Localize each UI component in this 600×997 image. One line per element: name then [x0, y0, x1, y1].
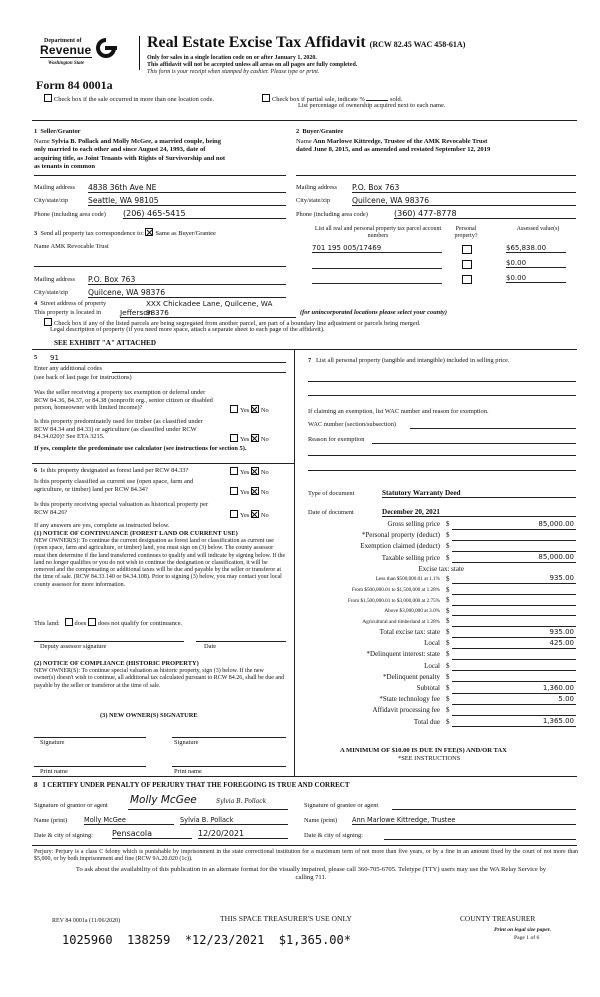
tax-row-line — [452, 715, 576, 716]
seller-mailing-label: Mailing address — [34, 184, 75, 191]
buyer-phone-field[interactable]: (360) 477-8778 — [394, 209, 576, 219]
doc-type-label: Type of document — [308, 490, 355, 497]
doc-type-field[interactable]: Statutory Warranty Deed — [382, 489, 576, 498]
section3-mailing-field[interactable]: P.O. Box 763 — [88, 275, 286, 285]
tax-row-line — [452, 659, 576, 660]
tax-row-label: Gross selling price — [387, 520, 440, 528]
seller-name-line3: acquiring title, as Joint Tenants with Rights of Survivorship and not — [34, 154, 226, 162]
header-note2: This affidavit will not be accepted unless all areas on all pages are fully completed. — [147, 62, 358, 68]
partial-sale-checkbox[interactable] — [262, 94, 270, 102]
tax-row-line — [452, 693, 576, 694]
buyer-city-label: City/state/zip — [296, 197, 331, 204]
tax-row-amount[interactable]: 425.00 — [549, 638, 574, 647]
section6-q1-answer: Yes No — [230, 467, 269, 477]
tax-row-label: From $500,000.01 to $1,500,000 at 1.28% — [351, 587, 440, 594]
grantor-name-field-1[interactable]: Molly McGee — [84, 816, 174, 825]
doc-date-label: Date of document — [308, 509, 354, 516]
tax-row-amount[interactable]: 1,360.00 — [542, 683, 574, 692]
section-rule-footer — [32, 845, 577, 846]
grantor-name-field-2[interactable]: Sylvia B. Pollack — [180, 816, 288, 825]
tax-row-amount[interactable]: 935.00 — [549, 627, 574, 636]
dollar-sign: $ — [446, 617, 450, 626]
partial-sale-label: Check box if partial sale, indicate % — [272, 96, 365, 103]
header-note3: This form is your receipt when stamped by cashier. Please type or print. — [147, 69, 320, 75]
section4-address-row: 4 Street address of property — [34, 300, 107, 307]
buyer-phone-label: Phone (including area code) — [296, 211, 368, 218]
tax-row-label: Subtotal — [416, 684, 440, 693]
seller-phone-field[interactable]: (206) 465-5415 — [123, 209, 286, 219]
signature-sylvia: Sylvia B. Pollack — [216, 798, 267, 805]
tax-row-label: *Delinquent interest: state — [366, 650, 440, 659]
grantor-city-field[interactable]: Pensacola — [112, 829, 192, 839]
section6-q2: Is this property classified as current use (open space, farm and agriculture, or timber) land per RCW 84.34? — [34, 478, 194, 493]
tax-row-amount[interactable]: 5.00 — [558, 694, 574, 703]
s6q1-yes-checkbox[interactable] — [230, 467, 238, 475]
seller-name-line1: Name Sylvia B. Pollack and Molly McGee, a married couple, being — [34, 138, 222, 145]
signature-molly: Molly McGee — [130, 794, 197, 806]
grantor-date-field[interactable]: 12/20/2021 — [198, 829, 288, 839]
dollar-sign: $ — [446, 695, 450, 704]
section-rule-6 — [32, 463, 294, 464]
print-name-label-2: Print name — [174, 768, 202, 775]
dollar-sign: $ — [446, 553, 450, 562]
dept-line2-underline — [40, 57, 92, 58]
tax-row-line — [452, 562, 576, 563]
section7-rule-2 — [308, 395, 576, 396]
parcel-number-field[interactable]: 701 195 005/17469 — [312, 244, 442, 253]
perjury-notice: Perjury: Perjury is a class C felony which is punishable by imprisonment in the state correctional institution for a maximum term of not more than five years, or by a fine in an amount fixed by the court of not more than $5,000, or by both imprisonment and fine (RCW 9A.20.020 (1c)). — [34, 849, 578, 863]
print-legal: Print on legal size paper. — [494, 927, 552, 933]
seller-city-field[interactable]: Seattle, WA 98105 — [88, 196, 286, 206]
tax-row-line — [452, 648, 576, 649]
tax-row-line — [452, 726, 576, 727]
minimum-due-note: A MINIMUM OF $10.00 IS DUE IN FEE(S) AND/OR TAX — [340, 747, 507, 754]
buyer-mailing-field[interactable]: P.O. Box 763 — [352, 183, 576, 193]
tax-row-label: Exemption claimed (deduct) — [360, 542, 440, 551]
form-title — [147, 34, 465, 52]
section5-q1-answer: Yes No — [230, 405, 269, 415]
parcel-value-field[interactable]: $0.00 — [506, 259, 566, 268]
continuance-heading: (1) NOTICE OF CONTINUANCE (FOREST LAND OR CURRENT USE) — [34, 530, 238, 537]
section3-name-label: Name — [34, 243, 50, 250]
new-owner-sig-heading: (3) NEW OWNER(S) SIGNATURE — [100, 712, 198, 719]
owner-print-line-2 — [172, 766, 286, 767]
deputy-sig-line — [34, 641, 184, 642]
reason-rule-2 — [308, 455, 576, 456]
county-field[interactable]: Jefferson — [120, 308, 290, 318]
dept-line1: Department of — [44, 38, 82, 44]
deputy-date-label: Date — [204, 643, 217, 650]
exemption-note: If claiming an exemption, list WAC number and reason for exemption. — [308, 408, 489, 415]
column-divider — [294, 349, 295, 776]
parcel-value-field[interactable]: $65,838.00 — [506, 244, 566, 253]
tax-row-label: *Delinquent penalty — [383, 672, 440, 681]
parcel-row — [312, 274, 576, 286]
parcel-col-number: List all real and personal property tax parcel account numbers — [314, 226, 442, 239]
s6q3-yes-checkbox[interactable] — [230, 510, 238, 518]
street-address-field[interactable]: XXX Chickadee Lane, Quilcene, WA 98376 — [146, 299, 296, 318]
owner-sig-line-2 — [172, 737, 286, 738]
grantee-name-field[interactable]: Ann Marlowe Kittredge, Trustee — [352, 816, 576, 825]
this-land-row: This land: does does not qualify for continuance. — [34, 620, 183, 627]
tax-row-line — [452, 605, 576, 606]
rev-number: REV 84 0001a (11/06/2020) — [52, 918, 121, 924]
reason-label: Reason for exemption — [308, 436, 365, 443]
reason-field[interactable] — [372, 436, 576, 444]
parcel-row — [312, 244, 576, 256]
tax-row-label: Agricultural and timberland at 1.28% — [362, 618, 440, 625]
segregated-label: Check box if any of the listed parcels are being segregated from another parcel, are part of a boundary line adjustment or parcels being merged. — [54, 320, 421, 327]
section5-code-field[interactable]: 91 — [50, 354, 286, 363]
s6q2-yes-checkbox[interactable] — [230, 487, 238, 495]
section-rule-5 — [32, 349, 577, 350]
q2-no-checkbox[interactable] — [251, 434, 259, 442]
tax-row-amount[interactable]: 85,000.00 — [538, 519, 574, 528]
treasurer-use-only: THIS SPACE TREASURER'S USE ONLY — [220, 914, 352, 923]
q1-yes-checkbox[interactable] — [230, 405, 238, 413]
tax-row-label: Less than $500,000.01 at 1.1% — [375, 576, 440, 583]
tax-row-line — [452, 637, 576, 638]
dept-line3: Washington State — [48, 61, 85, 66]
wac-field[interactable] — [410, 421, 576, 429]
section7-rule-1 — [308, 381, 576, 382]
buyer-city-field[interactable]: Quilcene, WA 98376 — [352, 196, 576, 206]
tax-row-label: Taxable selling price — [381, 553, 440, 562]
section5-complete-note: If yes, complete the predominate use calculator (see instructions for section 5). — [34, 445, 247, 452]
section-rule-8 — [32, 776, 577, 777]
section3-row: 3 Send all property tax correspondence to: Same as Buyer/Grantee — [34, 230, 216, 237]
dollar-sign: $ — [446, 706, 450, 715]
owner-sig-line-1 — [34, 737, 146, 738]
parcel-col-assessed: Assessed value(s) — [516, 226, 560, 232]
same-as-buyer-checkbox[interactable] — [145, 228, 153, 236]
parcel-col-personal: Personal property? — [454, 226, 478, 239]
buyer-mailing-label: Mailing address — [296, 184, 337, 191]
multi-location-row — [44, 94, 214, 104]
unincorporated-note: (for unincorporated locations please select your county) — [300, 309, 447, 316]
continuance-text: NEW OWNER(S): To continue the current designation as forest land or classification as current use (open space, farm and agriculture, or timber) land, you must sign on (3) below. The county assessor must then determine if the land transferred continues to qualify and will indicate by signing below. If the land no longer qualifies or you do not wish to continue the designation or classification, it will be removed and the compensating or additional taxes will be due and payable by the seller or transferor at the time of sale. (RCW 84.33.140 or 84.34.108). Prior to signing (3) below, you may contact your local county assessor for more information. — [34, 538, 286, 588]
county-treasurer: COUNTY TREASURER — [460, 914, 536, 923]
sig-grantor-field[interactable] — [128, 796, 288, 810]
tax-row-line — [452, 594, 576, 595]
seller-name-line4: as tenants in common — [34, 163, 95, 171]
tax-row-label: Affidavit processing fee — [372, 706, 440, 715]
grantor-name-label: Name (print) — [34, 817, 68, 824]
seller-name-block — [34, 138, 284, 172]
wac-label: WAC number (section/subsection) — [308, 421, 397, 428]
tax-row-line — [452, 540, 576, 541]
section3-city-label: City/state/zip — [34, 289, 69, 296]
reason-rule-3 — [308, 470, 576, 471]
tax-row-amount[interactable]: 1,365.00 — [542, 717, 574, 726]
buyer-name-block — [296, 138, 581, 155]
s6q1-no-checkbox[interactable] — [251, 467, 259, 475]
this-land-label: This land: — [34, 620, 60, 627]
historic-heading: (2) NOTICE OF COMPLIANCE (HISTORIC PROPERTY) — [34, 660, 199, 667]
same-as-buyer-label: Same as Buyer/Grantee — [155, 230, 216, 237]
section3-name-value[interactable]: AMK Revocable Trust — [50, 243, 109, 250]
section5-q1: Was the seller receiving a property tax exemption or deferral under RCW 84.36, 84.37, or 84.38 (nonprofit org., senior citizen or disabled person, homeowner with limited income)? — [34, 389, 213, 412]
parcel-personal-checkbox[interactable] — [462, 275, 472, 284]
tax-row-label: Above $3,000,000 at 3.0% — [384, 608, 440, 615]
buyer-heading: 2 Buyer/Grantee — [296, 128, 344, 135]
located-label: This property is located in — [34, 309, 102, 316]
header-divider — [139, 36, 140, 70]
tax-row-label: Local — [424, 661, 440, 670]
buyer-name-line2: dated June 8, 2015, and as amended and restated September 12, 2019 — [296, 146, 491, 154]
grantee-name-label: Name (print) — [304, 817, 338, 824]
see-instructions-note: *SEE INSTRUCTIONS — [398, 755, 461, 762]
does-checkbox[interactable] — [65, 618, 73, 626]
see-back-note: (see back of last page for instructions) — [34, 374, 132, 381]
dollar-sign: $ — [446, 672, 450, 681]
owner-print-line-1 — [34, 766, 146, 767]
certify-heading: 8 I CERTIFY UNDER PENALTY OF PERJURY THAT THE FOREGOING IS TRUE AND CORRECT — [34, 781, 350, 789]
dor-seal-icon — [94, 37, 118, 59]
tax-row-line — [452, 551, 576, 552]
historic-text: NEW OWNER(S): To continue special valuation as historic property, sign (3) below. If the new owner(s) doesn't wish to continue, all additional tax calculated pursuant to RCW 84.26, shall be due and payable by the seller or transferor at the time of sale. — [34, 668, 285, 689]
tax-row-line — [452, 529, 576, 530]
parcel-row — [312, 259, 576, 271]
tax-row-line — [452, 583, 576, 584]
section6-q3-answer: Yes No — [230, 510, 269, 520]
additional-codes-field[interactable] — [112, 365, 286, 373]
signature-label-1: Signature — [40, 739, 65, 746]
s6q2-no-checkbox[interactable] — [251, 487, 259, 495]
section3-name-rule — [34, 266, 286, 267]
dollar-sign: $ — [446, 639, 450, 648]
header-note1: Only for sales in a single location code on or after January 1, 2020. — [147, 55, 317, 61]
doc-date-field[interactable]: December 20, 2021 — [382, 508, 576, 517]
dept-line2: Revenue — [40, 43, 92, 57]
section7-text: 7 List all personal property (tangible and intangible) included in selling price. — [308, 357, 510, 364]
sold-label: sold. — [390, 96, 403, 103]
dor-logo — [34, 33, 132, 73]
if-any-yes: If any answers are yes, complete as instructed below. — [34, 522, 170, 529]
dollar-sign: $ — [446, 717, 450, 726]
grantor-date-label: Date & city of signing: — [34, 832, 93, 839]
page-number: Page 1 of 6 — [514, 935, 540, 941]
sig-grantee-field[interactable] — [392, 802, 576, 810]
section6-q1: 6 Is this property designated as forest land per RCW 84.33? — [34, 467, 189, 474]
sig-grantee-label: Signature of grantee or agent — [304, 802, 379, 809]
parcel-number-field[interactable] — [312, 274, 442, 284]
buyer-name-line1: Name Ann Marlowe Kittredge, Trustee of the AMK Revocable Trust — [296, 138, 488, 145]
dollar-sign: $ — [446, 574, 450, 583]
parcel-value-field[interactable]: $0.00 — [506, 274, 566, 283]
grantee-date-label: Date & city of signing: — [304, 832, 363, 839]
exhibit-a[interactable]: SEE EXHIBIT "A" ATTACHED — [54, 339, 157, 347]
seller-name-rule — [34, 175, 286, 176]
section5-num: 5 — [34, 354, 38, 361]
additional-codes-label: Enter any additional codes — [34, 365, 102, 372]
seller-phone-label: Phone (including area code) — [34, 211, 106, 218]
dollar-sign: $ — [446, 531, 450, 540]
deputy-date-line — [196, 641, 286, 642]
dollar-sign: $ — [446, 585, 450, 594]
dollar-sign: $ — [446, 606, 450, 615]
does-not-checkbox[interactable] — [88, 618, 96, 626]
tax-row-amount[interactable]: 85,000.00 — [538, 553, 574, 562]
dollar-sign: $ — [446, 520, 450, 528]
s6q3-no-checkbox[interactable] — [251, 510, 259, 518]
tax-row-label: *Personal property (deduct) — [361, 531, 440, 540]
grantee-date-field[interactable] — [384, 832, 576, 840]
tax-row-label: *State technology fee — [379, 695, 440, 704]
dollar-sign: $ — [446, 628, 450, 637]
dollar-sign: $ — [446, 596, 450, 605]
section6-q2-answer: Yes No — [230, 487, 269, 497]
section5-q2-answer: Yes No — [230, 434, 269, 444]
q1-no-checkbox[interactable] — [251, 405, 259, 413]
parcel-personal-checkbox[interactable] — [462, 260, 472, 269]
signature-label-2: Signature — [174, 739, 199, 746]
print-name-label-1: Print name — [40, 768, 68, 775]
section3-text: Send all property tax correspondence to: — [40, 230, 144, 237]
dollar-sign: $ — [446, 650, 450, 659]
section3-name-row — [34, 243, 109, 251]
multi-location-checkbox[interactable] — [44, 94, 52, 102]
excise-tax-state-label: Excise tax: state — [418, 564, 464, 573]
sig-grantor-label: Signature of grantor or agent — [34, 802, 108, 809]
buyer-name-rule — [296, 175, 576, 176]
form-title-ref: (RCW 82.45 WAC 458-61A) — [369, 40, 466, 49]
dollar-sign: $ — [446, 542, 450, 551]
section5-q2: Is this property predominately used for timber (as classified under RCW 84.34 and 84.33) or agriculture (as classified under RCW 84.34.020)? See ETA 3215. — [34, 418, 203, 441]
tax-row-label: Local — [424, 639, 440, 648]
legal-description-label: Legal description of property (if you need more space, attach a separate sheet to each page of the affidavit). — [50, 326, 325, 333]
street-address-label: Street address of property — [40, 300, 107, 307]
dollar-sign: $ — [446, 684, 450, 693]
parcel-personal-checkbox[interactable] — [462, 245, 472, 254]
tax-row-line — [452, 704, 576, 705]
q2-yes-checkbox[interactable] — [230, 434, 238, 442]
tax-row-label: Total due — [413, 717, 440, 726]
section3-city-field[interactable]: Quilcene, WA 98376 — [88, 288, 286, 298]
form-number: Form 84 0001a — [36, 78, 113, 92]
seller-heading: 1 Seller/Grantor — [34, 128, 81, 135]
cashier-receipt-stamp: 1025960 138259 *12/23/2021 $1,365.00* — [62, 933, 351, 947]
section-rule-top — [32, 120, 577, 121]
parcel-number-field[interactable] — [312, 259, 442, 269]
tax-row-line — [452, 670, 576, 671]
tax-row-label: Total excise tax: state — [379, 628, 440, 637]
seller-city-label: City/state/zip — [34, 197, 69, 204]
tax-row-line — [452, 615, 576, 616]
tax-row-amount[interactable]: 935.00 — [549, 574, 574, 583]
tax-row-label: From $1,500,000.01 to $3,000,000 at 2.75% — [347, 597, 440, 604]
section3-mailing-label: Mailing address — [34, 276, 75, 283]
tax-row-line — [452, 681, 576, 682]
segregated-checkbox[interactable] — [44, 318, 52, 326]
seller-mailing-field[interactable]: 4838 36th Ave NE — [88, 183, 286, 193]
form-title-text: Real Estate Excise Tax Affidavit — [147, 34, 366, 51]
dollar-sign: $ — [446, 661, 450, 670]
seller-name-line2: only married to each other and since August 24, 1993, date of — [34, 146, 206, 154]
deputy-signature-label: Deputy assessor signature — [40, 643, 107, 650]
list-percentage-note: List percentage of ownership acquired next to each name. — [298, 102, 446, 109]
section6-q3: Is this property receiving special valuation as historical property per RCW 84.26? — [34, 501, 209, 516]
alt-format-notice: To ask about the availability of this publication in an alternate format for the visually impaired, please call 360-705-6705. Teletype (TTY) users may use the WA Relay Service by calling 711. — [75, 866, 547, 881]
multi-location-label: Check box if the sale occurred in more than one location code. — [54, 96, 215, 103]
partial-pct-field[interactable] — [366, 100, 388, 101]
